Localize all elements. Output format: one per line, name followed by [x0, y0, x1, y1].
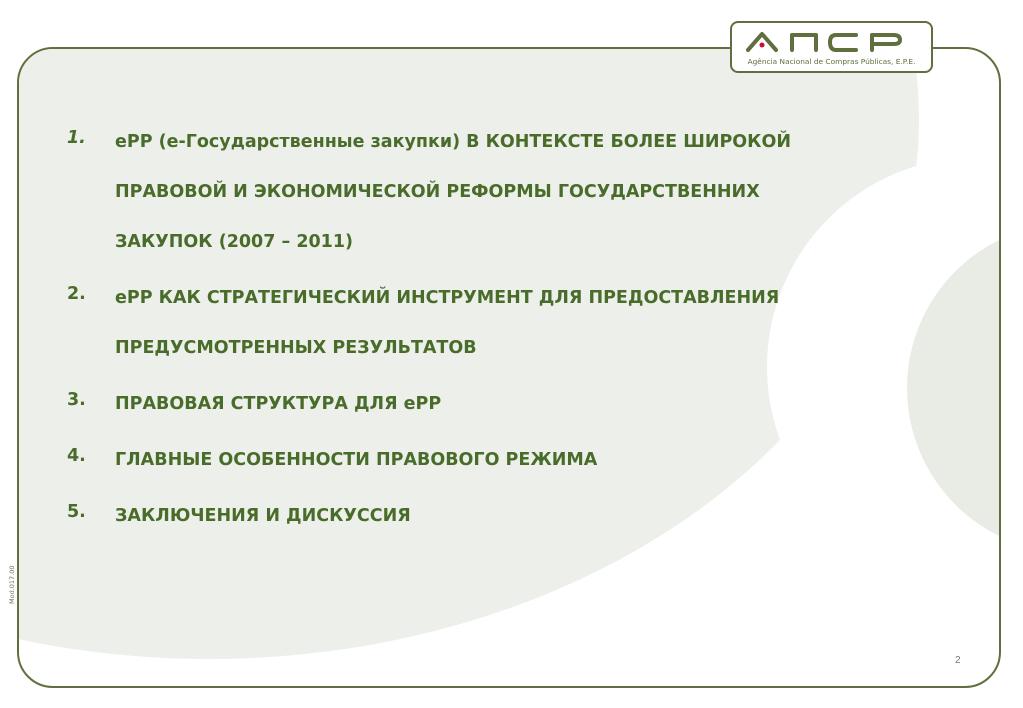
agenda-item-1: [67, 128, 947, 278]
agenda-item-line: ЗАКУПОК (2007 – 2011): [115, 232, 354, 252]
agenda-item-line: ePP КАК СТРАТЕГИЧЕСКИЙ ИНСТРУМЕНТ ДЛЯ ПРЕДОСТАВЛЕНИЯ: [115, 288, 780, 308]
agenda-item-5: [67, 502, 947, 552]
ancp-logo: [730, 21, 933, 73]
logo-dot-icon: [760, 43, 765, 48]
page-number: 2: [955, 655, 961, 666]
agenda-item-line: ПРАВОВАЯ СТРУКТУРА ДЛЯ ePP: [115, 394, 442, 414]
agenda-item-line: ГЛАВНЫЕ ОСОБЕННОСТИ ПРАВОВОГО РЕЖИМА: [115, 450, 598, 470]
agenda-item-3: [67, 390, 947, 440]
agenda-item-number: 5.: [67, 502, 86, 522]
agenda-item-line: ПРЕДУСМОТРЕННЫХ РЕЗУЛЬТАТОВ: [115, 338, 477, 358]
agenda-item-4: [67, 446, 947, 496]
agenda-item-line: ePP (e-Государственные закупки) В КОНТЕКСТЕ БОЛЕЕ ШИРОКОЙ: [115, 132, 792, 152]
form-code: Mod.017.00: [8, 565, 16, 604]
logo-subtitle: Agência Nacional de Compras Públicas, E.P.E.: [747, 57, 916, 66]
agenda-item-line: ПРАВОВОЙ И ЭКОНОМИЧЕСКОЙ РЕФОРМЫ ГОСУДАРСТВЕННИХ: [115, 182, 760, 202]
agenda-list: [67, 128, 947, 552]
agenda-item-line: ЗАКЛЮЧЕНИЯ И ДИСКУССИЯ: [115, 506, 411, 526]
agenda-item-number: 2.: [67, 284, 86, 304]
agenda-item-number: 3.: [67, 390, 86, 410]
agenda-item-2: [67, 284, 947, 384]
ancp-wordmark-icon: [744, 30, 920, 54]
agenda-item-number: 1.: [67, 128, 86, 148]
agenda-item-number: 4.: [67, 446, 86, 466]
